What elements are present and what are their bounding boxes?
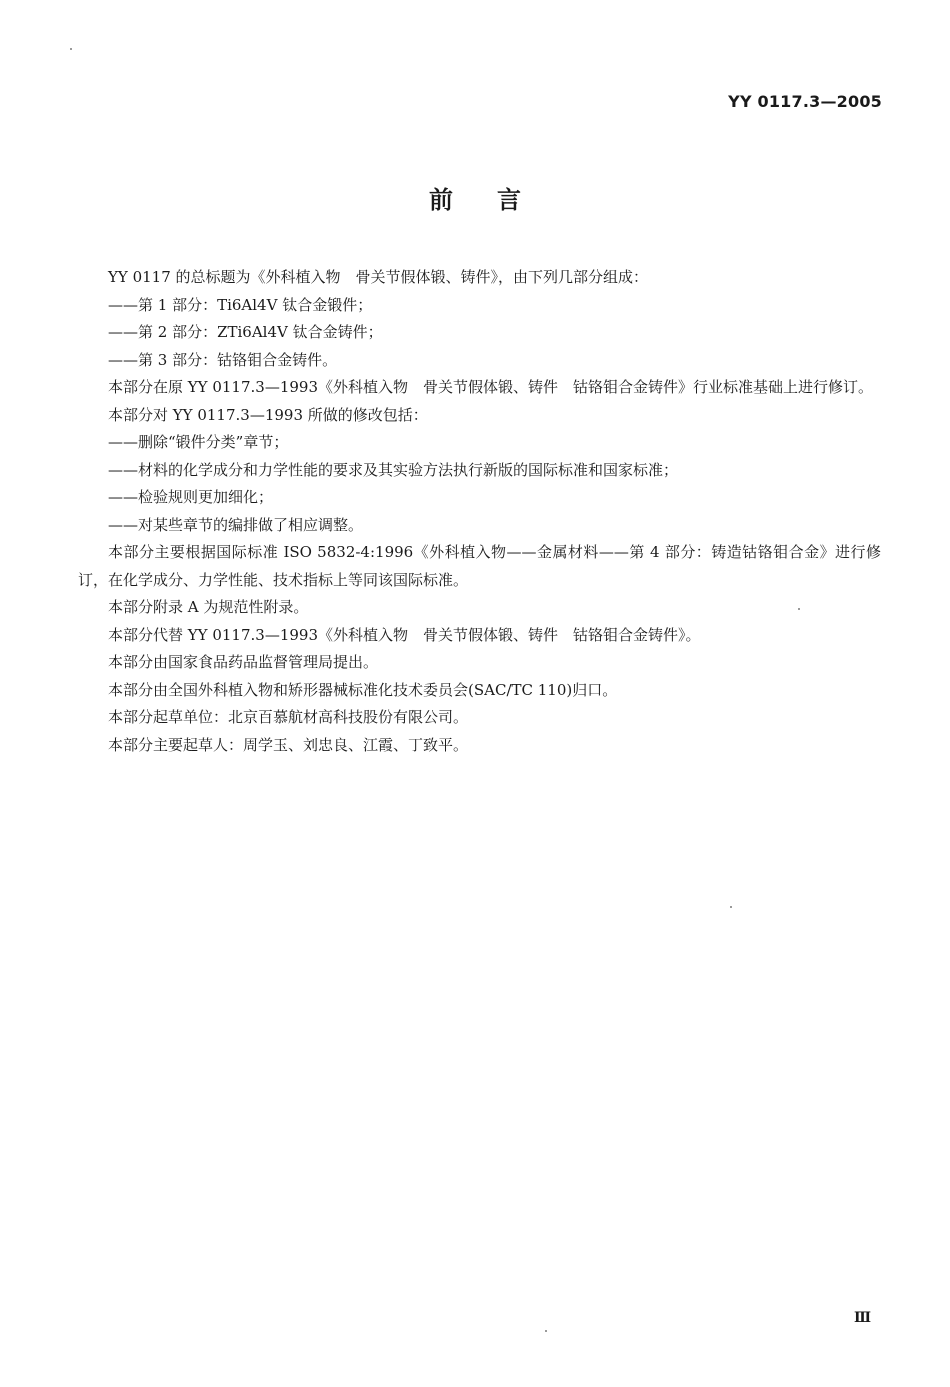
list-item-part-3: ——第 3 部分：钴铬钼合金铸件。	[108, 350, 338, 369]
paragraph-intro: YY 0117 的总标题为《外科植入物 骨关节假体锻、铸件》，由下列几部分组成：	[108, 268, 649, 286]
paragraph-changes-intro: 本部分对 YY 0117.3—1993 所做的修改包括：	[108, 405, 428, 424]
scan-speck	[730, 906, 732, 908]
paragraph-centralized-by: 本部分由全国外科植入物和矫形器械标准化技术委员会(SAC/TC 110)归口。	[108, 680, 618, 699]
paragraph-revision-basis: 本部分在原 YY 0117.3—1993《外科植入物 骨关节假体锻、铸件 钴铬钼合金铸件》行业标准基础上进行修订。	[108, 378, 874, 396]
list-item-change-3: ——检验规则更加细化；	[108, 488, 274, 506]
page-number: Ⅲ	[854, 1310, 872, 1326]
paragraph-iso-basis: 本部分主要根据国际标准 ISO 5832-4:1996《外科植入物——金属材料——第 4 部分：铸造钴铬钼合金》进行修订，在化学成分、力学性能、技术指标上等同该国际标准。	[78, 543, 881, 589]
scan-speck	[70, 48, 72, 50]
paragraph-replaces: 本部分代替 YY 0117.3—1993《外科植入物 骨关节假体锻、铸件 钴铬钼合金铸件》。	[108, 625, 701, 644]
foreword-body	[78, 264, 881, 759]
list-item-change-2: ——材料的化学成分和力学性能的要求及其实验方法执行新版的国际标准和国家标准；	[108, 460, 679, 479]
list-item-change-1: ——删除“锻件分类”章节；	[108, 433, 289, 451]
list-item-part-2: ——第 2 部分：ZTi6Al4V 钛合金铸件；	[108, 323, 383, 341]
paragraph-proposed-by: 本部分由国家食品药品监督管理局提出。	[108, 653, 379, 671]
standard-code: YY 0117.3—2005	[728, 92, 882, 111]
paragraph-drafting-unit: 本部分起草单位：北京百慕航材高科技股份有限公司。	[108, 708, 469, 726]
paragraph-annex: 本部分附录 A 为规范性附录。	[108, 598, 309, 616]
page-title: 前言	[429, 186, 565, 214]
list-item-part-1: ——第 1 部分：Ti6Al4V 钛合金锻件；	[108, 295, 373, 314]
list-item-change-4: ——对某些章节的编排做了相应调整。	[108, 515, 364, 534]
paragraph-drafters: 本部分主要起草人：周学玉、刘忠良、江霞、丁致平。	[108, 735, 469, 754]
scan-speck	[545, 1330, 547, 1332]
scan-speck	[798, 608, 800, 610]
